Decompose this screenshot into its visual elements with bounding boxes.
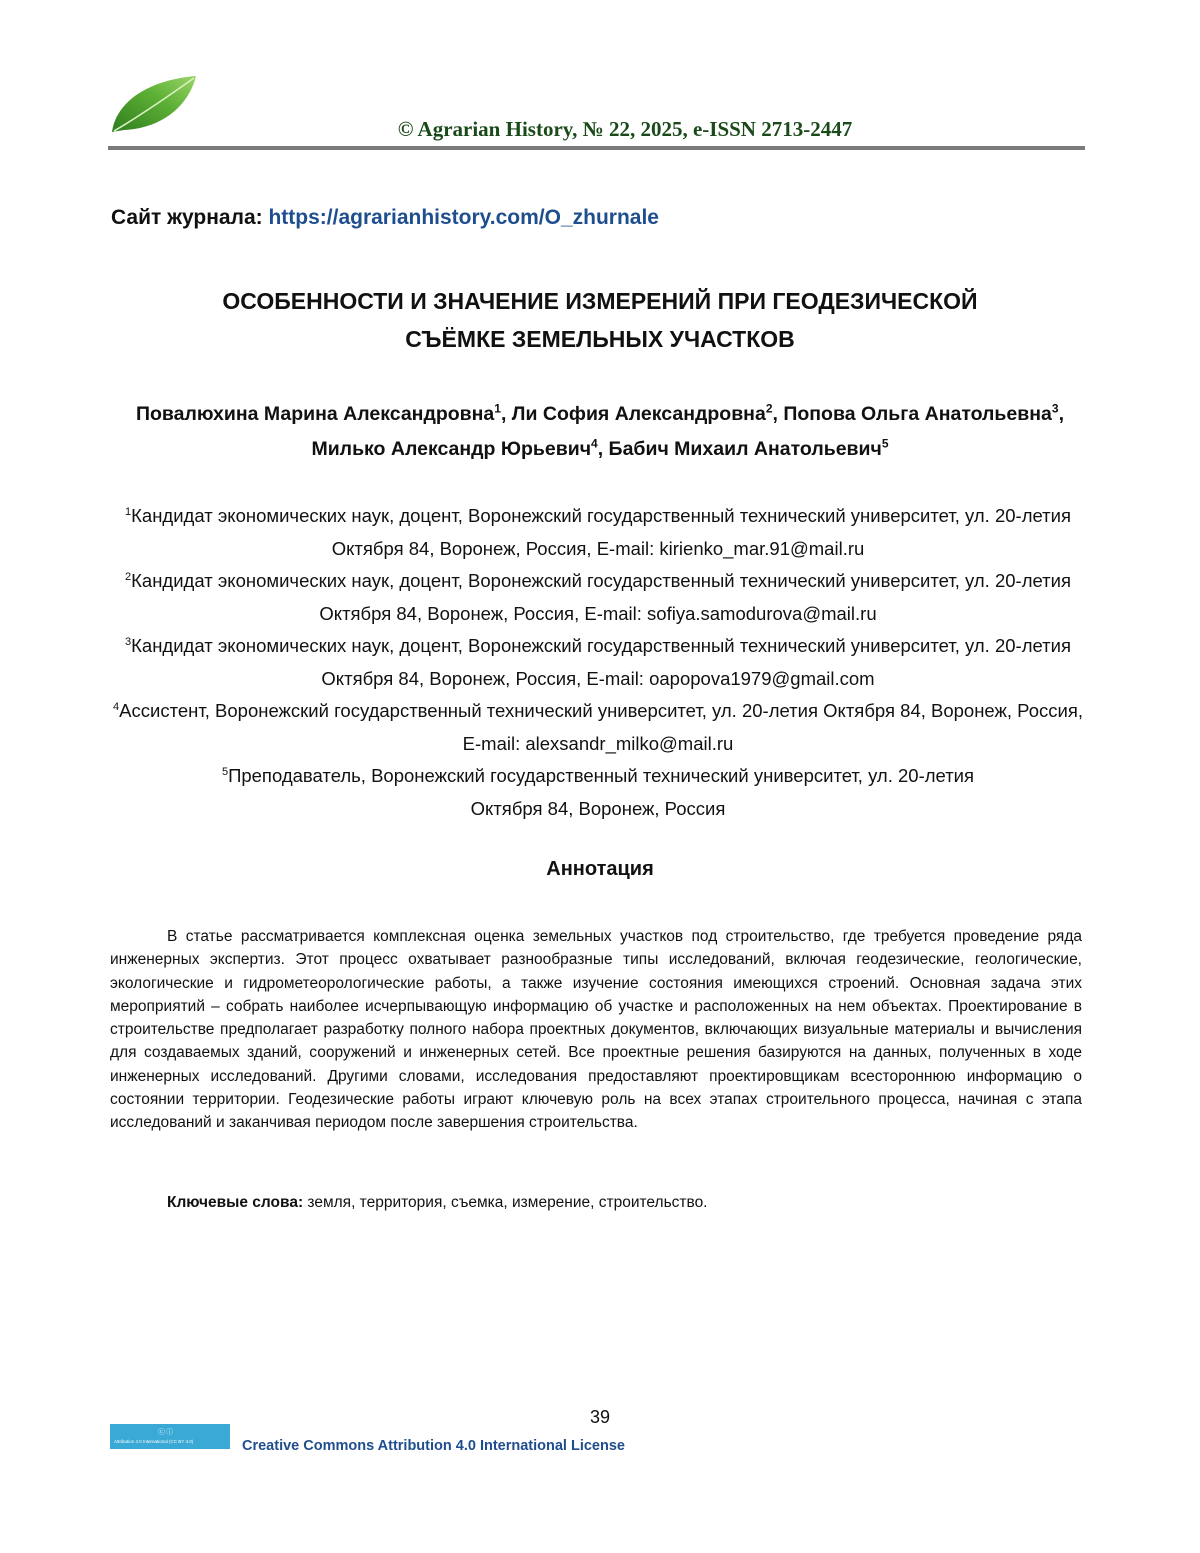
authors-list: Повалюхина Марина Александровна$^1$, Ли София Александровна$^2$, Попова Ольга Анатольевна$^3$, Милько Александр Юрьевич$^4$, Бабич Михаил Анатольевич$^5$	[135, 401, 1064, 460]
author-name: Попова Ольга Анатольевна	[783, 403, 1052, 425]
author-name: Бабич Михаил Анатольевич	[608, 438, 882, 460]
cc-license-badge[interactable]	[110, 1424, 230, 1449]
affiliation-superscript: 1	[125, 505, 132, 518]
journal-site-link[interactable]: https://agrarianhistory.com/O_zhurnale	[268, 206, 659, 229]
page-number: 39	[589, 1407, 611, 1427]
author-superscript: 3	[1051, 401, 1059, 416]
journal-site-label: Сайт журнала:	[111, 206, 263, 229]
affiliation-superscript: 4	[113, 700, 120, 713]
affiliation-text: Преподаватель, Воронежский государственный технический университет, ул. 20-летия Октября 84, Воронеж, Россия	[228, 765, 975, 819]
author-superscript: 2	[765, 401, 773, 416]
affiliation-item	[108, 760, 1088, 825]
affiliation-text: Ассистент, Воронежский государственный технический университет, ул. 20-летия Октября 84, Воронеж, Россия, E-mail: alexsandr_milko@mail.ru	[119, 700, 1083, 754]
cc-badge-text: Attribution 4.0 International (CC BY 4.0)	[114, 1439, 194, 1444]
article-title-line-1: ОСОБЕННОСТИ И ЗНАЧЕНИЕ ИЗМЕРЕНИЙ ПРИ ГЕОДЕЗИЧЕСКОЙ	[222, 288, 978, 314]
affiliation-superscript: 2	[125, 570, 132, 583]
author-superscript: 5	[881, 436, 889, 451]
affiliation-text: Кандидат экономических наук, доцент, Воронежский государственный технический университет, ул. 20-летия Октября 84, Воронеж, Россия, E-mail: oapopova1979@gmail.com	[131, 635, 1071, 689]
affiliation-text: Кандидат экономических наук, доцент, Воронежский государственный технический университет, ул. 20-летия Октября 84, Воронеж, Россия, E-mail: kirienko_mar.91@mail.ru	[131, 505, 1071, 559]
article-title	[110, 282, 1090, 358]
affiliation-item	[108, 500, 1088, 565]
affiliation-text: Кандидат экономических наук, доцент, Воронежский государственный технический университет, ул. 20-летия Октября 84, Воронеж, Россия, E-mail: sofiya.samodurova@mail.ru	[131, 570, 1071, 624]
article-title-line-2: СЪЁМКЕ ЗЕМЕЛЬНЫХ УЧАСТКОВ	[405, 326, 795, 352]
journal-header-title: © Agrarian History, № 22, 2025, e-ISSN 2713-2447	[397, 117, 853, 141]
cc-by-icon: ⓒⓘ	[158, 1429, 174, 1436]
affiliations-list	[108, 500, 1088, 825]
abstract-heading: Аннотация	[546, 858, 654, 880]
affiliation-superscript: 3	[125, 635, 132, 648]
keywords-text: земля, территория, съемка, измерение, строительство.	[307, 1194, 708, 1211]
header-divider	[108, 146, 1085, 150]
keywords-label: Ключевые слова:	[167, 1194, 304, 1211]
journal-site-line	[111, 206, 659, 230]
affiliation-item	[108, 565, 1088, 630]
author-superscript: 4	[591, 436, 598, 451]
affiliation-item	[108, 695, 1088, 760]
author-superscript: 1	[494, 401, 501, 416]
author-name: Ли София Александровна	[511, 403, 766, 425]
author-name: Повалюхина Марина Александровна	[135, 403, 495, 425]
author-name: Милько Александр Юрьевич	[311, 438, 592, 460]
abstract-body: В статье рассматривается комплексная оценка земельных участков под строительство, где требуется проведение ряда инженерных экспертиз. Этот процесс охватывает разнообразные типы исследований, включая геодезические, геологические, экологические и гидрометеорологические работы, а также изучение состояния имеющихся строений. Основная задача этих мероприятий – собрать наиболее исчерпывающую информацию об участке и расположенных на нем объектах. Проектирование в строительстве предполагает разработку полного набора проектных документов, включающих визуальные материалы и вычисления для создаваемых зданий, сооружений и инженерных сетей. Все проектные решения базируются на данных, полученных в ходе инженерных исследований. Другими словами, исследования предоставляют проектировщикам всестороннюю информацию о состоянии территории. Геодезические работы играют ключевую роль на всех этапах строительного процесса, начиная с этапа исследований и заканчивая периодом после завершения строительства.	[110, 928, 1082, 1132]
affiliation-superscript: 5	[221, 765, 229, 778]
affiliation-item	[108, 630, 1088, 695]
license-link[interactable]: Creative Commons Attribution 4.0 International License	[242, 1438, 625, 1454]
keywords-line	[167, 1194, 708, 1212]
